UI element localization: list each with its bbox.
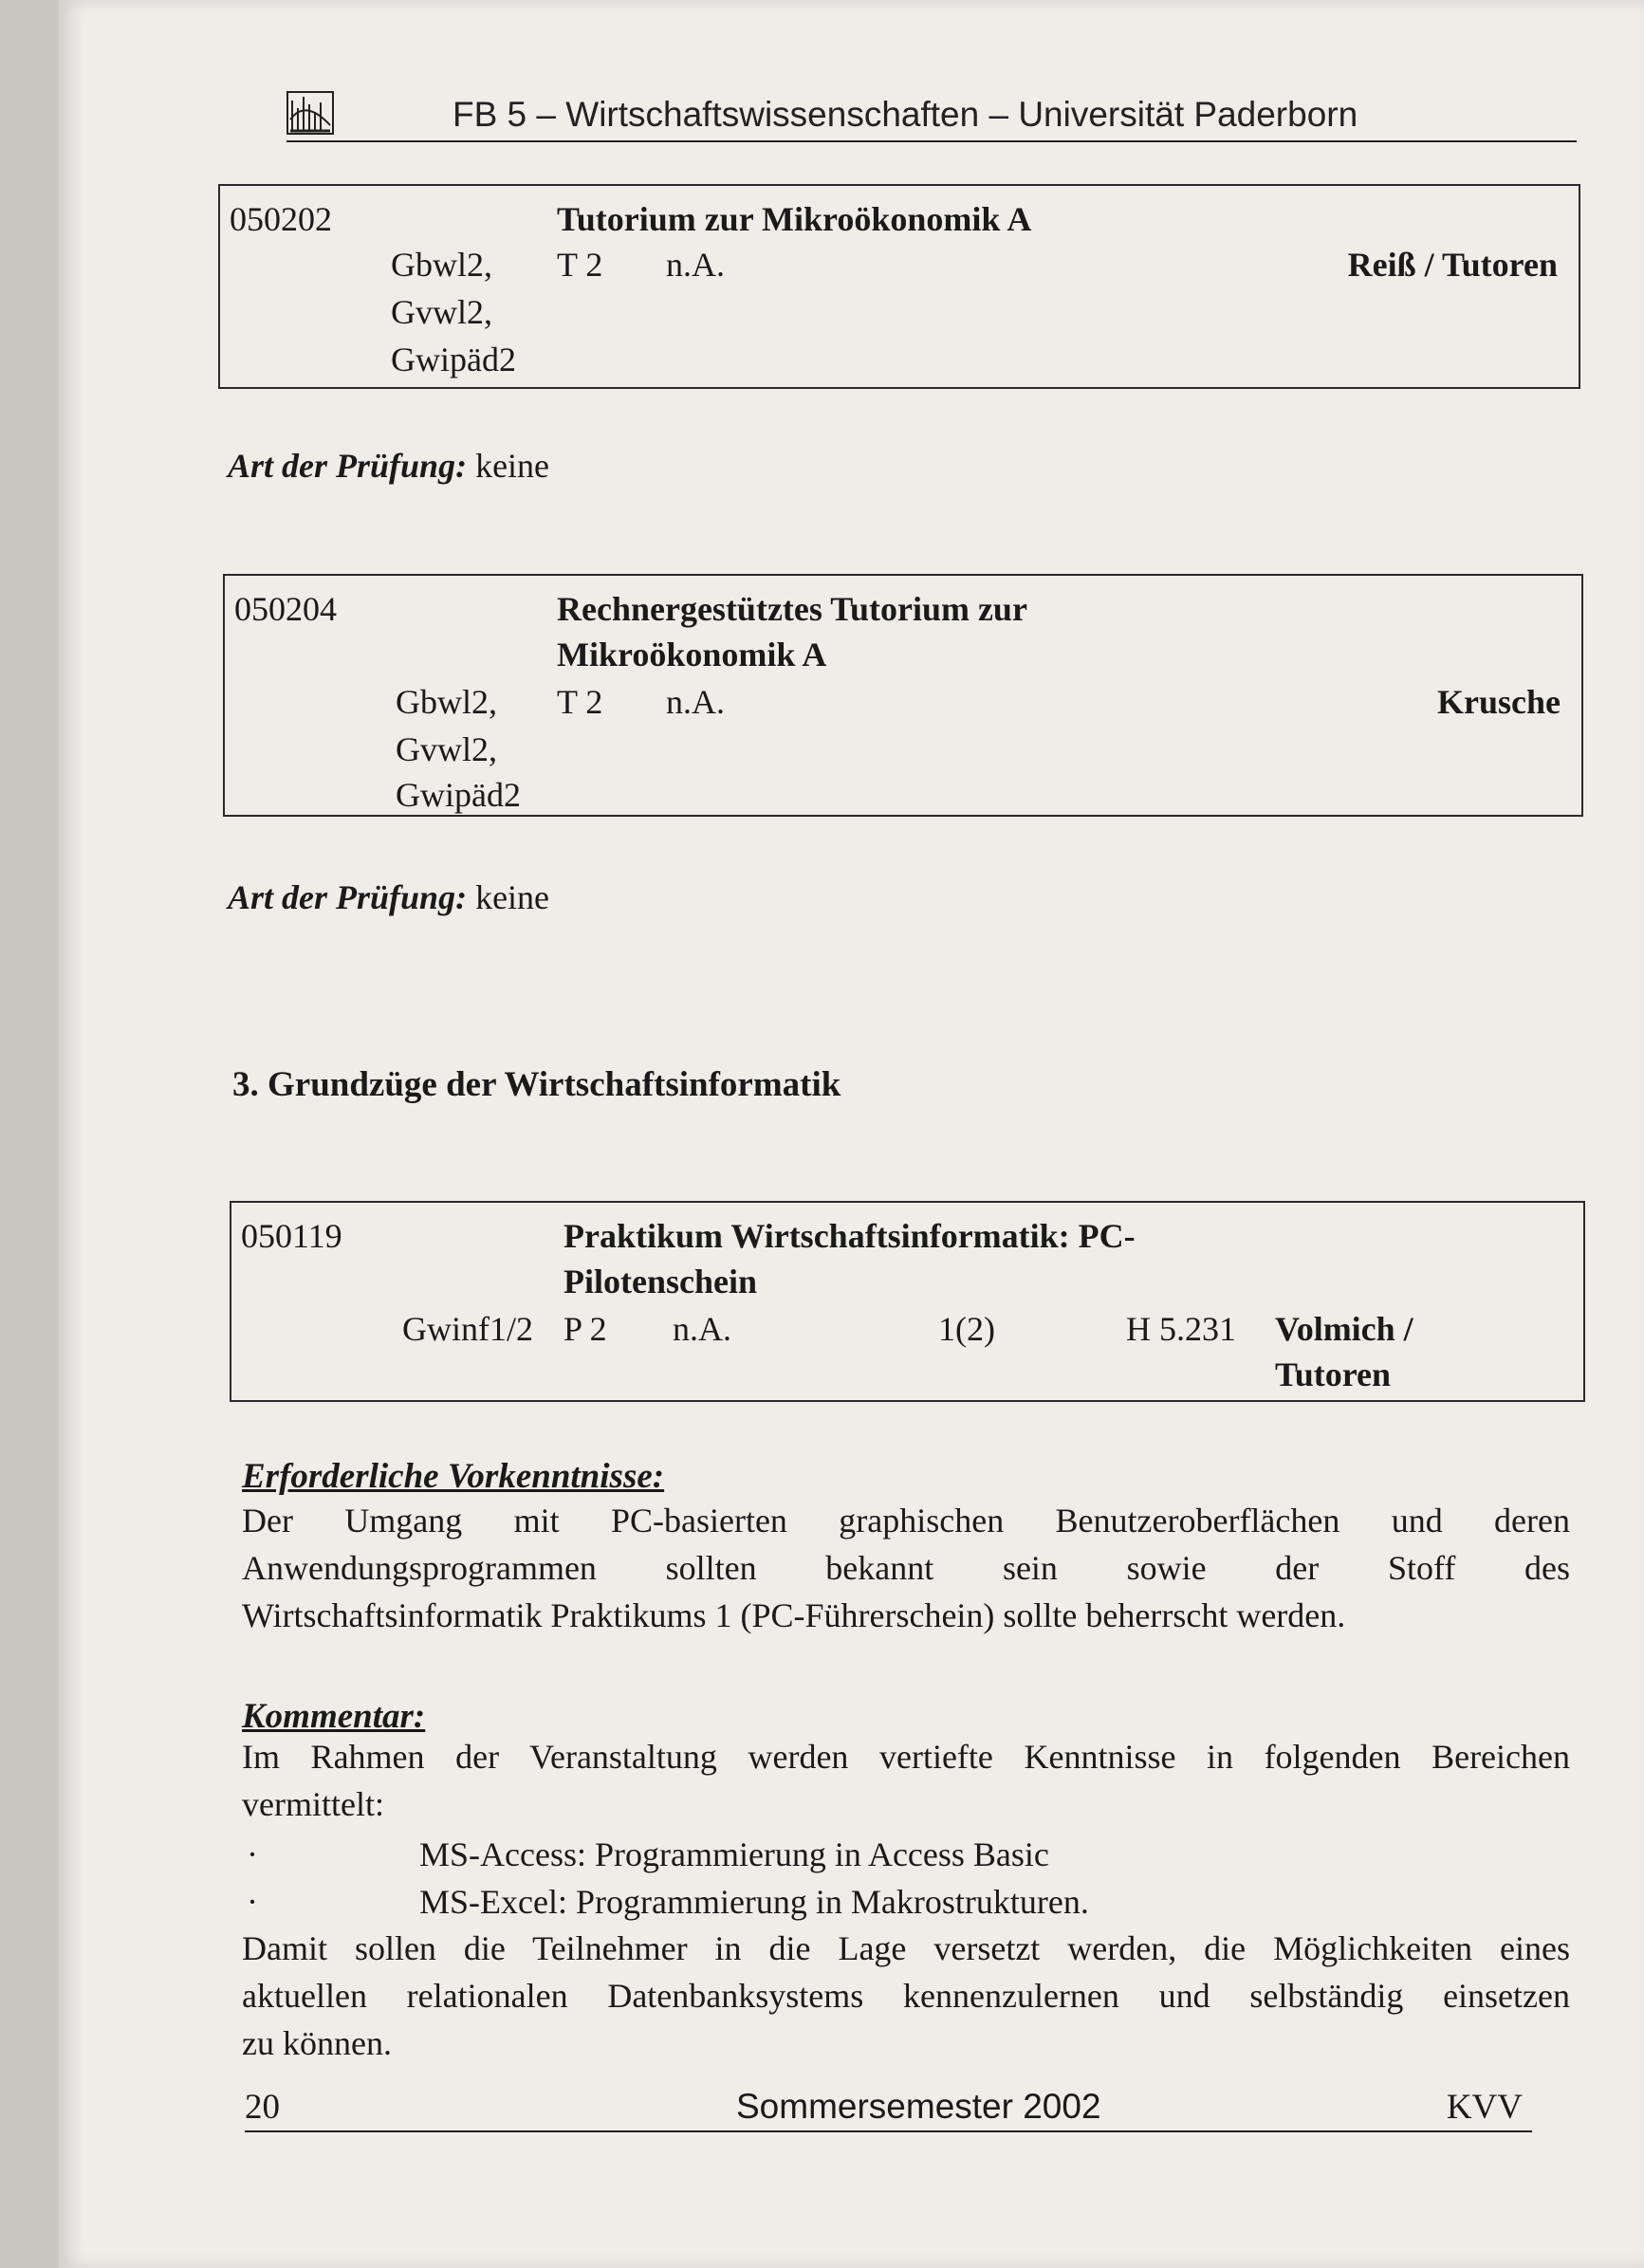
course-title: Tutorium zur Mikroökonomik A: [557, 200, 1032, 238]
prereq-text: [242, 1497, 1570, 1639]
bullet-marker: ·: [247, 1835, 258, 1873]
course-na: n.A.: [673, 1310, 731, 1348]
prereq-line: Anwendungsprogrammen sollten bekannt sein sowie der Stoff des: [242, 1549, 1570, 1587]
course-lecturer: Tutoren: [1275, 1355, 1392, 1393]
prereq-line: Wirtschaftsinformatik Praktikums 1 (PC-Führerschein) sollte beherrscht werden.: [242, 1596, 1346, 1634]
course-title: Praktikum Wirtschaftsinformatik: PC-: [563, 1217, 1136, 1255]
prereq-heading: Erforderliche Vorkenntnisse:: [242, 1457, 665, 1496]
course-number: 050204: [234, 590, 337, 628]
university-logo-icon: [286, 91, 334, 135]
course-room: H 5.231: [1126, 1310, 1236, 1348]
exam-info-050202: [228, 446, 549, 486]
bullet-marker: ·: [247, 1883, 258, 1921]
exam-value: keine: [475, 447, 550, 485]
footer-semester: Sommersemester 2002: [736, 2087, 1101, 2126]
comment-line: Im Rahmen der Veranstaltung werden vertiefte Kenntnisse in folgenden Bereichen: [242, 1738, 1570, 1776]
course-group: Gwipäd2: [396, 776, 521, 814]
exam-info-050204: [228, 877, 549, 917]
course-group: Gbwl2,: [391, 246, 492, 284]
course-group: Gvwl2,: [391, 293, 492, 331]
comment-intro: [242, 1733, 1570, 1828]
course-lecturer: Volmich /: [1275, 1310, 1413, 1348]
course-box-050119: [230, 1201, 1585, 1402]
exam-label: Art der Prüfung:: [228, 447, 468, 485]
course-na: n.A.: [666, 246, 725, 284]
course-group: Gbwl2,: [396, 683, 497, 721]
course-lecturer: Krusche: [1437, 683, 1561, 721]
page-number: 20: [245, 2088, 280, 2127]
course-lecturer: Reiß / Tutoren: [1347, 246, 1558, 284]
course-title: Mikroökonomik A: [557, 636, 827, 673]
section-title: 3. Grundzüge der Wirtschaftsinformatik: [232, 1065, 841, 1104]
course-title: Rechnergestütztes Tutorium zur: [557, 590, 1027, 628]
comment-line: Damit sollen die Teilnehmer in die Lage versetzt werden, die Möglichkeiten eines: [242, 1929, 1570, 1967]
course-type: T 2: [557, 683, 603, 721]
course-title: Pilotenschein: [563, 1263, 757, 1300]
exam-label: Art der Prüfung:: [228, 878, 468, 916]
comment-line: vermittelt:: [242, 1785, 384, 1823]
exam-value: keine: [475, 878, 550, 916]
course-na: n.A.: [666, 683, 725, 721]
course-sessions: 1(2): [938, 1310, 995, 1348]
course-type: T 2: [557, 246, 603, 284]
comment-line: zu können.: [242, 2024, 392, 2062]
course-group: Gvwl2,: [396, 730, 497, 768]
comment-line: aktuellen relationalen Datenbanksystems kennenzulernen und selbständig einsetzen: [242, 1977, 1570, 2015]
course-number: 050202: [230, 200, 332, 238]
page-footer: [245, 2083, 1532, 2132]
course-box-050204: [223, 574, 1583, 817]
header-title: FB 5 – Wirtschaftswissenschaften – Universität Paderborn: [453, 95, 1358, 134]
bullet-item: MS-Access: Programmierung in Access Basic: [419, 1835, 1049, 1873]
document-page: [59, 0, 1644, 2268]
comment-outro: [242, 1925, 1570, 2067]
course-type: P 2: [563, 1310, 607, 1348]
course-box-050202: [218, 184, 1580, 389]
comment-heading: Kommentar:: [242, 1697, 426, 1736]
prereq-line: Der Umgang mit PC-basierten graphischen Benutzeroberflächen und deren: [242, 1502, 1570, 1540]
page-header: [286, 91, 1577, 142]
course-group: Gwipäd2: [391, 341, 516, 378]
bullet-item: MS-Excel: Programmierung in Makrostrukturen.: [419, 1883, 1089, 1921]
footer-kvv: KVV: [1446, 2088, 1523, 2127]
course-number: 050119: [241, 1217, 342, 1255]
course-group: Gwinf1/2: [402, 1310, 533, 1348]
